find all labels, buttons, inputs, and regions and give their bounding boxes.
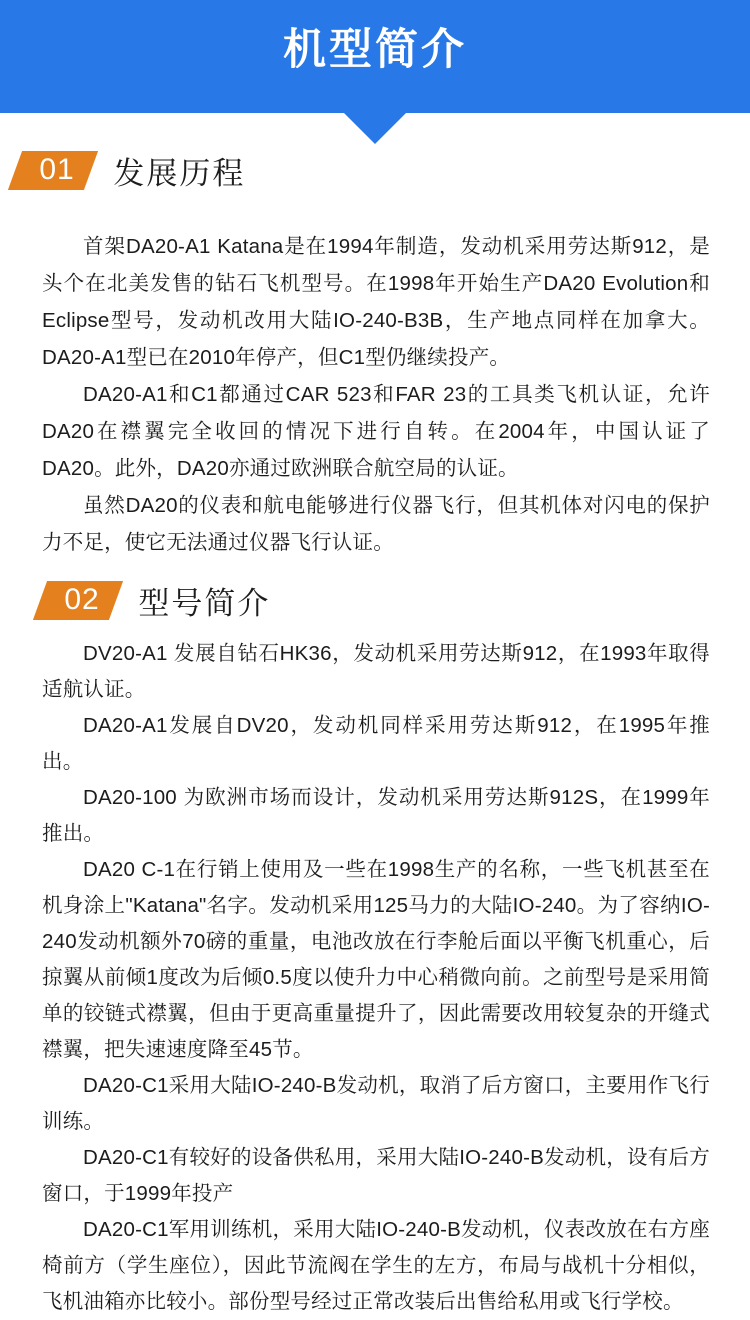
page-title: 机型简介: [283, 26, 467, 74]
section-title-02: 型号简介: [138, 586, 271, 621]
section-number-badge-02: [33, 581, 124, 620]
down-triangle-icon: [344, 113, 406, 144]
paragraph: DA20-A1和C1都通过CAR 523和FAR 23的工具类飞机认证，允许DA20在襟翼完全收回的情况下进行自转。在2004年，中国认证了DA20。此外，DA20亦通过欧洲联合航空局的认证。: [42, 383, 710, 480]
paragraph: 首架DA20-A1 Katana是在1994年制造，发动机采用劳达斯912，是头个在北美发售的钻石飞机型号。在1998年开始生产DA20 Evolution和Eclipse型号，发动机改用大陆IO-240-B3B，生产地点同样在加拿大。DA20-A1型已在2010年停产，但C1型仍继续投产。: [42, 235, 710, 369]
paragraph: DA20 C-1在行销上使用及一些在1998生产的名称，一些飞机甚至在机身涂上"Katana"名字。发动机采用125马力的大陆IO-240。为了容纳IO-240发动机额外70磅的重量，电池改放在行李舱后面以平衡飞机重心，后掠翼从前倾1度改为后倾0.5度以使升力中心稍微向前。之前型号是采用简单的铰链式襟翼，但由于更高重量提升了，因此需要改用较复杂的开缝式襟翼，把失速速度降至45节。: [42, 858, 710, 1061]
section-number-01: 01: [39, 153, 75, 186]
section-body-02: [42, 636, 710, 1320]
paragraph: DA20-100 为欧洲市场而设计，发动机采用劳达斯912S，在1999年推出。: [42, 786, 710, 845]
paragraph: DA20-C1采用大陆IO-240-B发动机，取消了后方窗口，主要用作飞行训练。: [42, 1074, 710, 1133]
section-number-badge-01: [8, 151, 99, 190]
paragraph: DA20-C1军用训练机，采用大陆IO-240-B发动机，仪表改放在右方座椅前方（学生座位），因此节流阀在学生的左方，布局与战机十分相似，飞机油箱亦比较小。部份型号经过正常改装后出售给私用或飞行学校。: [42, 1218, 710, 1313]
section-heading-01: [15, 148, 245, 193]
section-number-02: 02: [64, 583, 100, 616]
paragraph: 虽然DA20的仪表和航电能够进行仪器飞行，但其机体对闪电的保护力不足，使它无法通过仪器飞行认证。: [42, 494, 710, 554]
section-heading-02: [40, 578, 270, 623]
paragraph: DA20-A1发展自DV20，发动机同样采用劳达斯912，在1995年推出。: [42, 714, 710, 773]
page-header-banner: [0, 0, 750, 113]
paragraph: DA20-C1有较好的设备供私用，采用大陆IO-240-B发动机，设有后方窗口，于1999年投产: [42, 1146, 710, 1205]
section-title-01: 发展历程: [113, 156, 246, 191]
paragraph: DV20-A1 发展自钻石HK36，发动机采用劳达斯912，在1993年取得适航认证。: [42, 642, 710, 701]
section-body-01: [42, 228, 710, 561]
